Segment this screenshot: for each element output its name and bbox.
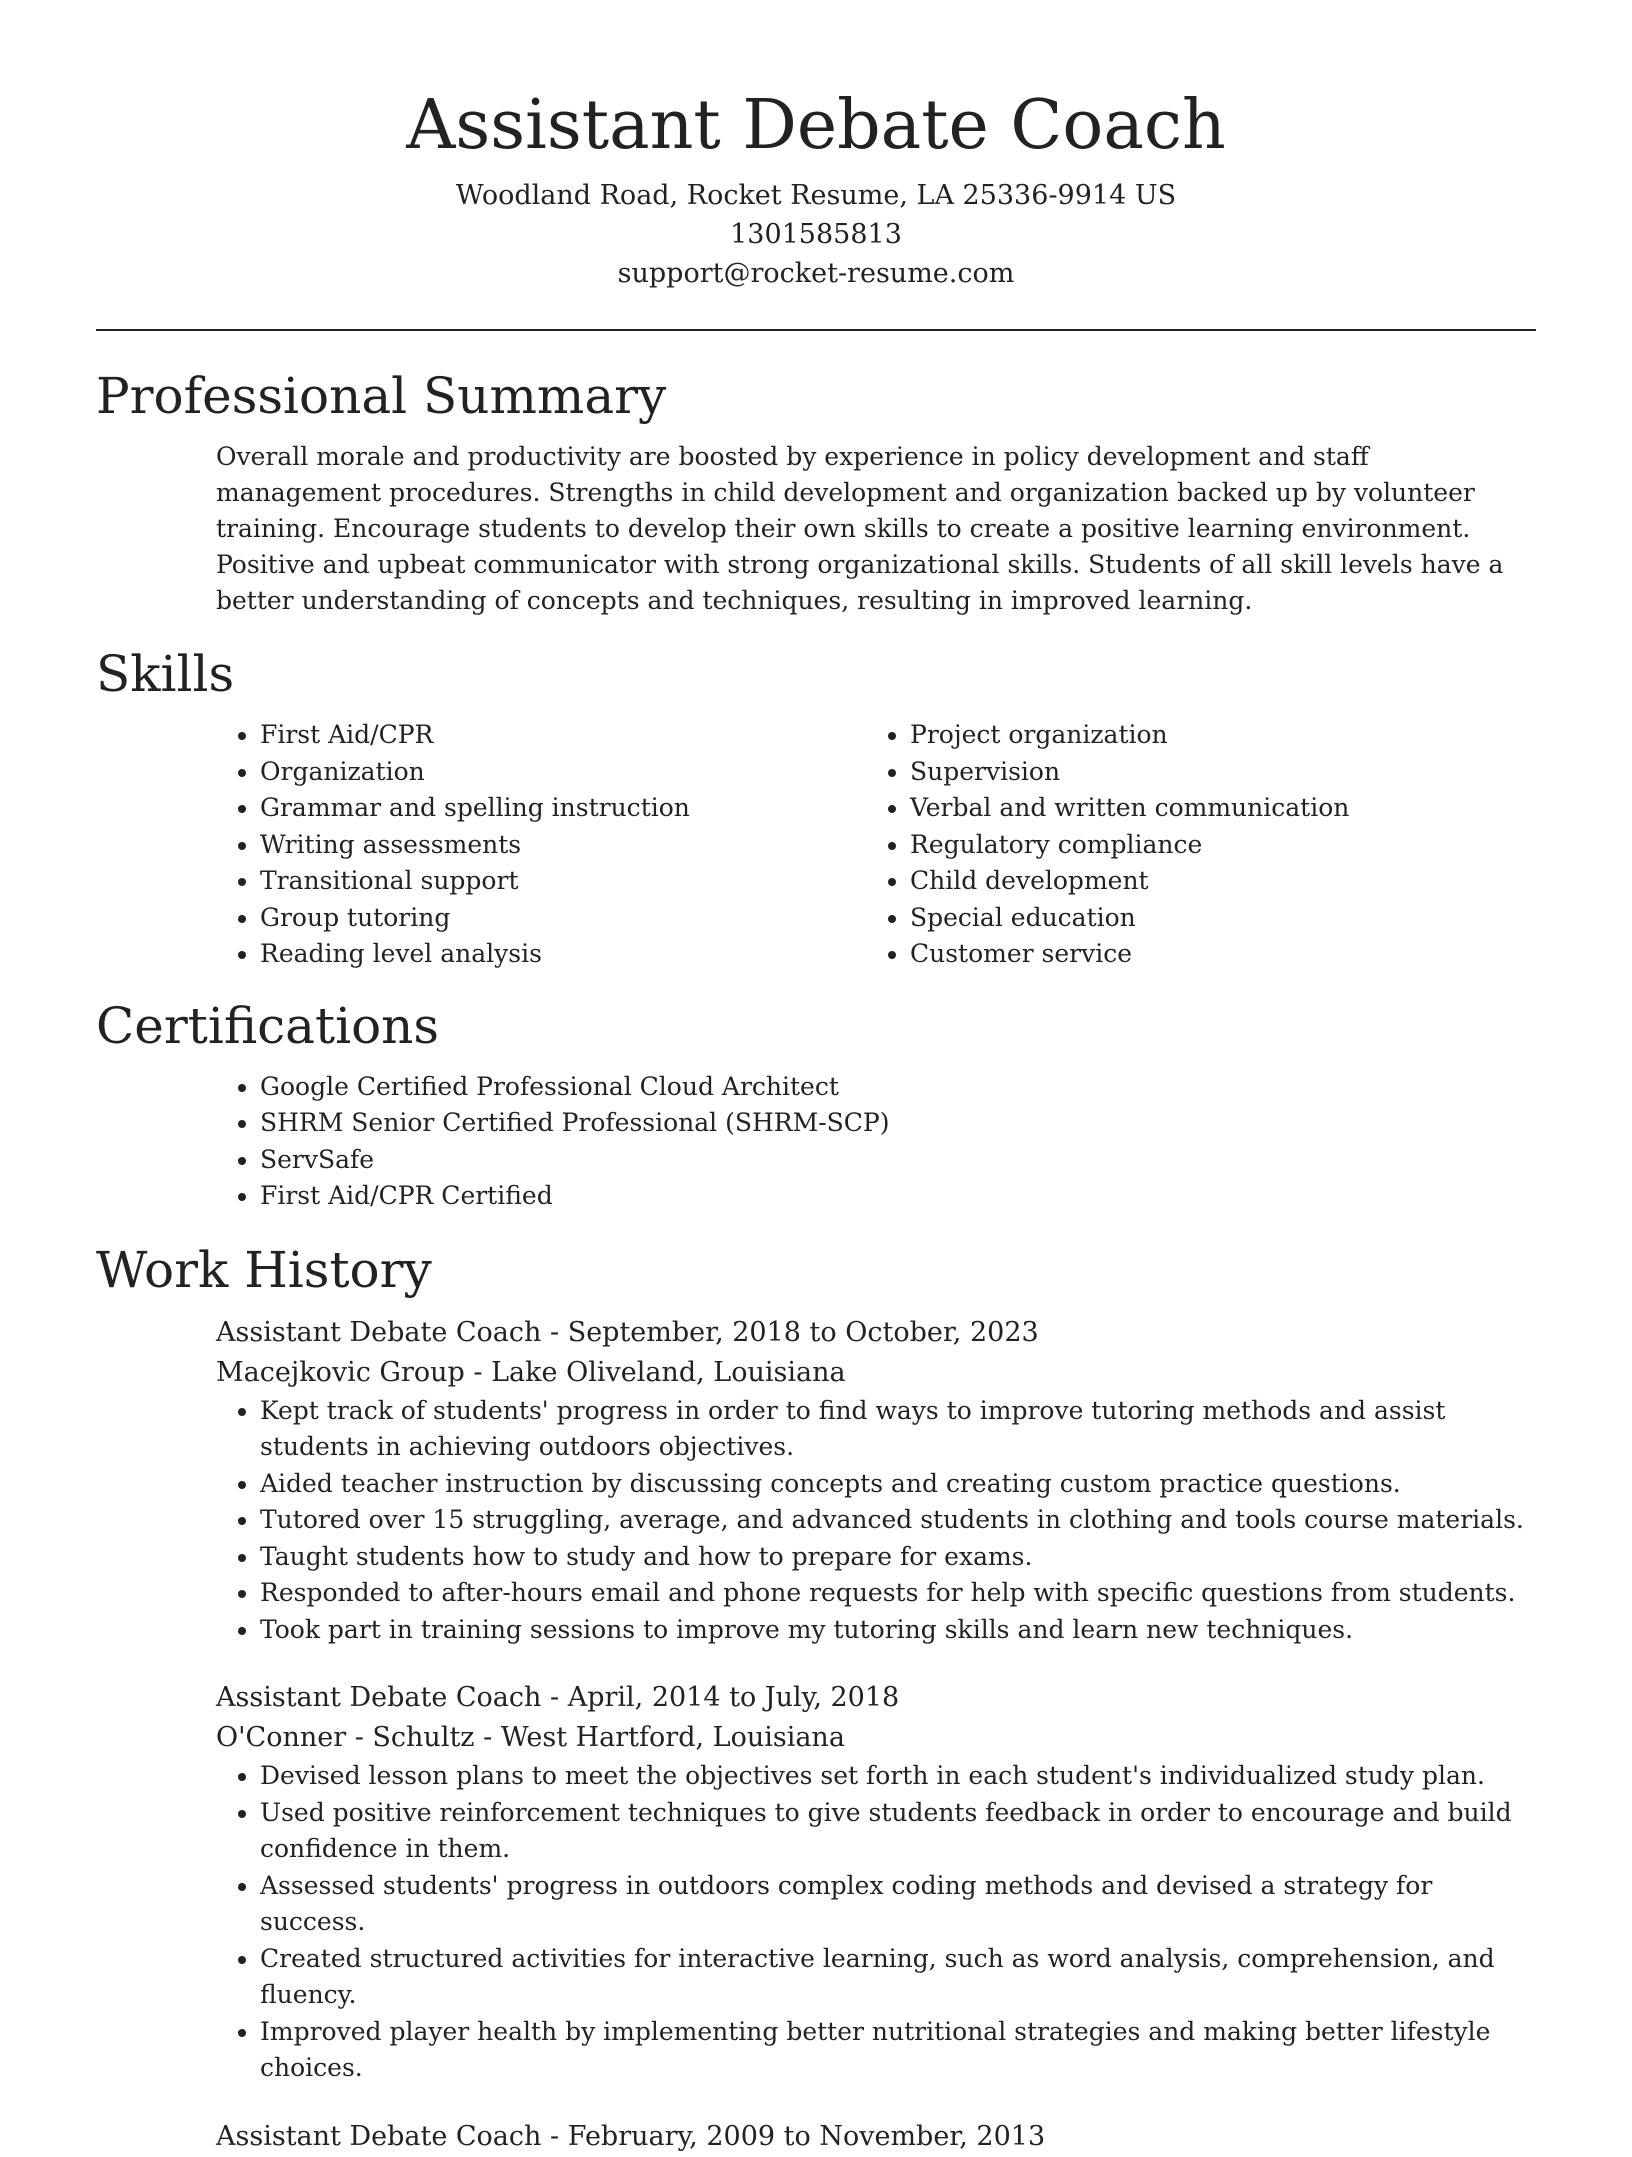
job-bullet: • Taught students how to study and how to prepare for exams. <box>260 1539 1536 1576</box>
contact-email: support@rocket-resume.com <box>617 258 1015 289</box>
job-entry <box>216 2117 1536 2157</box>
skill-item: • Child development <box>910 863 1516 900</box>
contact-address: Woodland Road, Rocket Resume, LA 25336-9914 US <box>455 180 1177 211</box>
skills-title: Skills <box>96 645 235 703</box>
skill-item: • Organization <box>260 754 866 791</box>
certification-item: • ServSafe <box>260 1142 1536 1179</box>
skill-item: • Supervision <box>910 754 1516 791</box>
job-bullet: • Assessed students' progress in outdoors complex coding methods and devised a strategy for success. <box>260 1868 1536 1941</box>
summary-title: Professional Summary <box>96 367 667 425</box>
job-heading: Assistant Debate Coach - September, 2018 to October, 2023 <box>216 1316 1039 1348</box>
job-heading: Assistant Debate Coach - April, 2014 to July, 2018 <box>216 1682 900 1713</box>
skills-list-left <box>216 717 866 973</box>
resume-name: Assistant Debate Coach <box>406 86 1226 165</box>
work-history-section <box>96 1239 1536 2157</box>
job-bullet: • Improved player health by implementing better nutritional strategies and making better lifestyle choices. <box>260 2014 1536 2087</box>
certifications-title: Certifications <box>96 996 440 1055</box>
skills-list-right <box>866 717 1516 973</box>
job-bullet: • Aided teacher instruction by discussing concepts and creating custom practice questions. <box>260 1466 1536 1503</box>
job-bullet: • Devised lesson plans to meet the objectives set forth in each student's individualized study plan. <box>260 1758 1536 1795</box>
job-bullet: • Tutored over 15 struggling, average, and advanced students in clothing and tools course materials. <box>260 1502 1536 1539</box>
skill-item: • First Aid/CPR <box>260 717 866 754</box>
skill-item: • Grammar and spelling instruction <box>260 790 866 827</box>
job-entry <box>216 1313 1536 1649</box>
skills-grid <box>216 717 1536 973</box>
job-company: Macejkovic Group - Lake Oliveland, Louisiana <box>216 1356 846 1388</box>
skill-item: • Verbal and written communication <box>910 790 1516 827</box>
certification-item: • First Aid/CPR Certified <box>260 1178 1536 1215</box>
skill-item: • Writing assessments <box>260 827 866 864</box>
skill-item: • Group tutoring <box>260 900 866 937</box>
skill-item: • Reading level analysis <box>260 936 866 973</box>
job-bullet: • Kept track of students' progress in order to find ways to improve tutoring methods and assist students in achieving outdoors objectives. <box>260 1393 1536 1466</box>
job-heading: Assistant Debate Coach - February, 2009 to November, 2013 <box>216 2120 1046 2152</box>
skill-item: • Special education <box>910 900 1516 937</box>
summary-section <box>96 365 1536 619</box>
resume-header <box>96 0 1536 293</box>
job-bullet-list <box>216 1758 1536 2087</box>
job-company: O'Conner - Schultz - West Hartford, Louisiana <box>216 1722 845 1753</box>
work-history-title: Work History <box>96 1240 432 1299</box>
header-divider <box>96 329 1536 331</box>
job-bullet-list <box>216 1393 1536 1649</box>
job-bullet: • Responded to after-hours email and phone requests for help with specific questions from students. <box>260 1575 1536 1612</box>
certification-item: • SHRM Senior Certified Professional (SHRM-SCP) <box>260 1105 1536 1142</box>
skill-item: • Transitional support <box>260 863 866 900</box>
job-entry <box>216 1678 1536 2087</box>
job-bullet: • Took part in training sessions to improve my tutoring skills and learn new techniques. <box>260 1612 1536 1649</box>
job-bullet: • Used positive reinforcement techniques to give students feedback in order to encourage and build confidence in them. <box>260 1795 1536 1868</box>
summary-text: Overall morale and productivity are boosted by experience in policy development and staff management procedures. Strengths in child development and organization backed up by volunteer training. Encourage students to develop their own skills to create a positive learning environment. Positive and upbeat communicator with strong organizational skills. Students of all skill levels have a better understanding of concepts and techniques, resulting in improved learning. <box>216 442 1504 615</box>
contact-info <box>96 176 1536 293</box>
certifications-section <box>96 995 1536 1215</box>
skills-column-left <box>216 717 866 973</box>
job-bullet: • Created structured activities for interactive learning, such as word analysis, comprehension, and fluency. <box>260 1941 1536 2014</box>
skills-section <box>96 643 1536 973</box>
certifications-list-wrap <box>216 1069 1536 1215</box>
contact-phone: 1301585813 <box>730 219 902 250</box>
certification-item: • Google Certified Professional Cloud Architect <box>260 1069 1536 1106</box>
skills-column-right <box>866 717 1516 973</box>
skill-item: • Customer service <box>910 936 1516 973</box>
certifications-list <box>216 1069 1536 1215</box>
skill-item: • Regulatory compliance <box>910 827 1516 864</box>
skill-item: • Project organization <box>910 717 1516 754</box>
